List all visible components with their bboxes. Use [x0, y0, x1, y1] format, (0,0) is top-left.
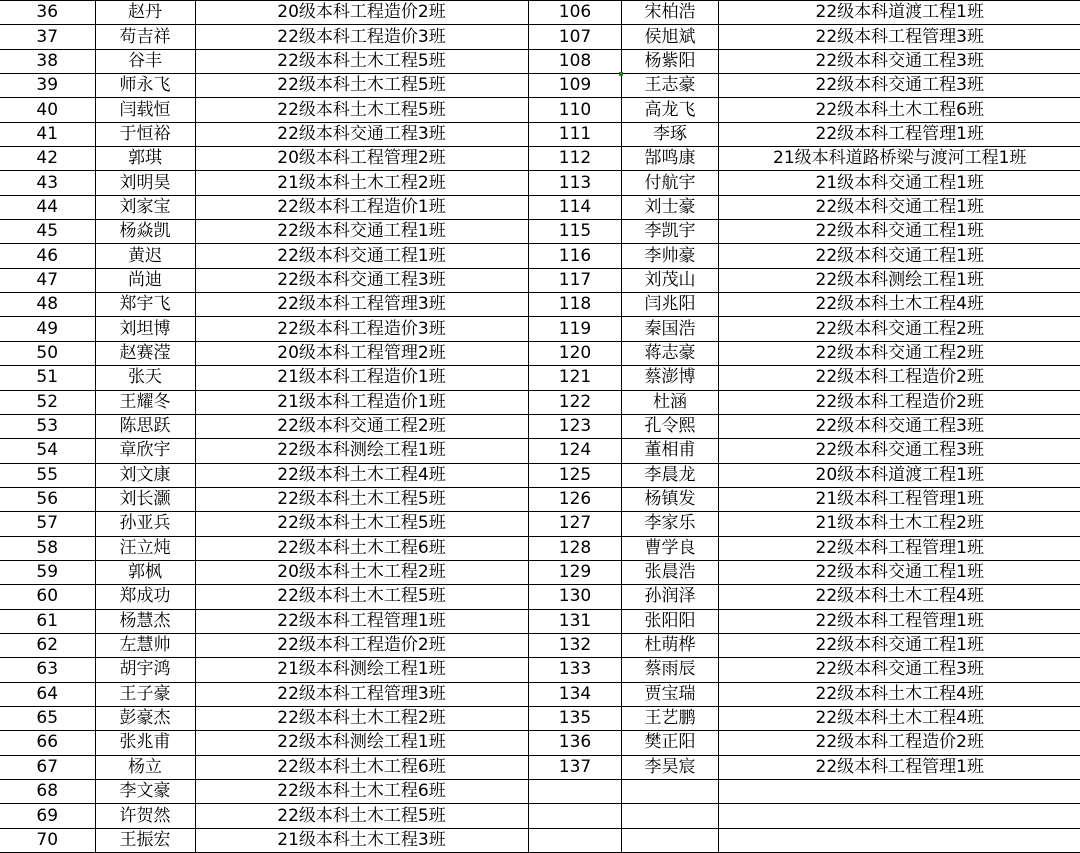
table-row: [529, 293, 1080, 317]
student-name-cell[interactable]: 刘家宝: [95, 195, 195, 219]
table-row: [529, 560, 1080, 584]
student-name-cell[interactable]: 黄迟: [95, 244, 195, 268]
row-number-cell[interactable]: 132: [529, 633, 622, 657]
table-row: [529, 390, 1080, 414]
student-name-cell[interactable]: 王振宏: [95, 828, 195, 852]
student-name-cell[interactable]: 侯旭斌: [622, 25, 719, 49]
class-name-cell[interactable]: 22级本科土木工程4班: [719, 585, 1080, 609]
table-row: [529, 414, 1080, 438]
class-name-cell[interactable]: 22级本科工程造价2班: [719, 731, 1080, 755]
class-name-cell[interactable]: 22级本科工程管理1班: [719, 755, 1080, 779]
student-name-cell[interactable]: 左慧帅: [95, 633, 195, 657]
student-name-cell[interactable]: 刘明昊: [95, 171, 195, 195]
student-name-cell[interactable]: 陈思跃: [95, 414, 195, 438]
table-row: [0, 147, 528, 171]
class-name-cell[interactable]: 22级本科土木工程4班: [195, 463, 528, 487]
student-name-cell[interactable]: 许贺然: [95, 804, 195, 828]
table-row: [0, 439, 528, 463]
row-number-cell[interactable]: 67: [0, 755, 95, 779]
table-row: [0, 366, 528, 390]
class-name-cell[interactable]: 22级本科交通工程1班: [719, 633, 1080, 657]
student-name-cell[interactable]: 汪立炖: [95, 536, 195, 560]
class-name-cell[interactable]: 21级本科土木工程3班: [195, 828, 528, 852]
table-row: [0, 293, 528, 317]
class-name-cell[interactable]: 22级本科工程管理1班: [719, 122, 1080, 146]
class-name-cell[interactable]: 22级本科工程造价2班: [719, 390, 1080, 414]
row-number-cell[interactable]: 69: [0, 804, 95, 828]
student-name-cell[interactable]: 李晨龙: [622, 463, 719, 487]
table-row: [0, 731, 528, 755]
student-name-cell[interactable]: 高龙飞: [622, 98, 719, 122]
table-row: [529, 633, 1080, 657]
student-name-cell[interactable]: 蔡雨辰: [622, 658, 719, 682]
table-row: [529, 25, 1080, 49]
class-name-cell[interactable]: 22级本科交通工程3班: [719, 74, 1080, 98]
row-number-cell[interactable]: 107: [529, 25, 622, 49]
student-name-cell[interactable]: 秦国浩: [622, 317, 719, 341]
table-row: [529, 439, 1080, 463]
class-name-cell[interactable]: 21级本科工程造价1班: [195, 390, 528, 414]
row-number-cell[interactable]: 113: [529, 171, 622, 195]
student-name-cell[interactable]: 孔令熙: [622, 414, 719, 438]
row-number-cell[interactable]: 70: [0, 828, 95, 852]
row-number-cell[interactable]: 45: [0, 220, 95, 244]
row-number-cell[interactable]: 43: [0, 171, 95, 195]
row-number-cell[interactable]: 50: [0, 341, 95, 365]
class-name-cell[interactable]: 22级本科交通工程3班: [195, 268, 528, 292]
student-name-cell[interactable]: 王子豪: [95, 682, 195, 706]
row-number-cell[interactable]: 134: [529, 682, 622, 706]
student-name-cell[interactable]: 樊正阳: [622, 731, 719, 755]
class-name-cell[interactable]: 22级本科交通工程2班: [719, 317, 1080, 341]
class-name-cell[interactable]: 22级本科工程造价2班: [195, 633, 528, 657]
class-name-cell[interactable]: 22级本科测绘工程1班: [195, 731, 528, 755]
row-number-cell[interactable]: 124: [529, 439, 622, 463]
class-name-cell[interactable]: 22级本科土木工程6班: [719, 98, 1080, 122]
class-name-cell[interactable]: 22级本科交通工程3班: [719, 49, 1080, 73]
student-name-cell[interactable]: 刘长灏: [95, 487, 195, 511]
table-row: [529, 487, 1080, 511]
class-name-cell[interactable]: 22级本科土木工程5班: [195, 74, 528, 98]
student-name-cell[interactable]: 于恒裕: [95, 122, 195, 146]
table-row: [529, 268, 1080, 292]
class-name-cell[interactable]: 22级本科土木工程5班: [195, 487, 528, 511]
row-number-cell[interactable]: 60: [0, 585, 95, 609]
class-name-cell[interactable]: 22级本科交通工程1班: [719, 220, 1080, 244]
row-number-cell[interactable]: 46: [0, 244, 95, 268]
class-name-cell[interactable]: 22级本科土木工程5班: [195, 512, 528, 536]
class-name-cell[interactable]: 22级本科土木工程5班: [195, 804, 528, 828]
student-name-cell[interactable]: 张晨浩: [622, 560, 719, 584]
row-number-cell[interactable]: 128: [529, 536, 622, 560]
student-name-cell[interactable]: 赵赛滢: [95, 341, 195, 365]
student-name-cell[interactable]: 郑宇飞: [95, 293, 195, 317]
roster-table-right-body: [529, 1, 1080, 853]
student-name-cell[interactable]: 章欣宇: [95, 439, 195, 463]
row-number-cell[interactable]: 54: [0, 439, 95, 463]
table-row: [529, 317, 1080, 341]
student-name-cell[interactable]: 李家乐: [622, 512, 719, 536]
table-row: [0, 658, 528, 682]
row-number-cell[interactable]: 66: [0, 731, 95, 755]
student-name-cell[interactable]: 闫兆阳: [622, 293, 719, 317]
class-name-cell[interactable]: 22级本科土木工程2班: [195, 706, 528, 730]
student-name-cell[interactable]: 彭豪杰: [95, 706, 195, 730]
row-number-cell[interactable]: 120: [529, 341, 622, 365]
table-row: [529, 341, 1080, 365]
class-name-cell[interactable]: 21级本科道路桥梁与渡河工程1班: [719, 147, 1080, 171]
table-row: [0, 220, 528, 244]
table-row: [0, 390, 528, 414]
class-name-cell[interactable]: 22级本科土木工程6班: [195, 755, 528, 779]
row-number-cell[interactable]: 56: [0, 487, 95, 511]
row-number-cell[interactable]: 121: [529, 366, 622, 390]
row-number-cell[interactable]: 129: [529, 560, 622, 584]
student-name-cell[interactable]: 郜鸣康: [622, 147, 719, 171]
student-name-cell[interactable]: 蒋志豪: [622, 341, 719, 365]
table-row: [0, 536, 528, 560]
student-name-cell[interactable]: 李昊宸: [622, 755, 719, 779]
table-row: [0, 244, 528, 268]
class-name-cell[interactable]: 22级本科交通工程1班: [719, 244, 1080, 268]
row-number-cell[interactable]: 116: [529, 244, 622, 268]
table-row: [0, 682, 528, 706]
class-name-cell[interactable]: 22级本科工程管理1班: [719, 536, 1080, 560]
student-name-cell[interactable]: 王耀冬: [95, 390, 195, 414]
class-name-cell[interactable]: 22级本科交通工程1班: [195, 244, 528, 268]
student-name-cell[interactable]: 杨紫阳: [622, 49, 719, 73]
row-number-cell[interactable]: 68: [0, 780, 95, 804]
class-name-cell[interactable]: 22级本科交通工程3班: [719, 439, 1080, 463]
row-number-cell[interactable]: 119: [529, 317, 622, 341]
row-number-cell[interactable]: 110: [529, 98, 622, 122]
class-name-cell[interactable]: 22级本科交通工程1班: [719, 560, 1080, 584]
row-number-cell[interactable]: 63: [0, 658, 95, 682]
row-number-cell[interactable]: 36: [0, 1, 95, 25]
student-name-cell[interactable]: [622, 804, 719, 828]
class-name-cell[interactable]: 21级本科工程造价1班: [195, 366, 528, 390]
table-row: [529, 195, 1080, 219]
table-row: [529, 49, 1080, 73]
class-name-cell[interactable]: 22级本科道渡工程1班: [719, 1, 1080, 25]
table-row: [529, 585, 1080, 609]
student-name-cell[interactable]: 孙亚兵: [95, 512, 195, 536]
class-name-cell[interactable]: 22级本科土木工程4班: [719, 706, 1080, 730]
row-number-cell[interactable]: 48: [0, 293, 95, 317]
student-name-cell[interactable]: 付航宇: [622, 171, 719, 195]
row-number-cell[interactable]: 55: [0, 463, 95, 487]
class-name-cell[interactable]: 22级本科工程造价3班: [195, 25, 528, 49]
table-row: [0, 585, 528, 609]
table-row: [0, 74, 528, 98]
table-row: [0, 195, 528, 219]
row-number-cell[interactable]: 37: [0, 25, 95, 49]
row-number-cell[interactable]: 123: [529, 414, 622, 438]
student-name-cell[interactable]: 苟吉祥: [95, 25, 195, 49]
row-number-cell[interactable]: 52: [0, 390, 95, 414]
class-name-cell[interactable]: 21级本科工程管理1班: [719, 487, 1080, 511]
table-row: [0, 25, 528, 49]
table-row: [529, 98, 1080, 122]
class-name-cell[interactable]: 22级本科交通工程1班: [719, 195, 1080, 219]
table-row: [0, 98, 528, 122]
table-row: [529, 244, 1080, 268]
class-name-cell[interactable]: 22级本科土木工程4班: [719, 293, 1080, 317]
table-row: [529, 706, 1080, 730]
row-number-cell[interactable]: 131: [529, 609, 622, 633]
class-name-cell[interactable]: 22级本科工程管理3班: [195, 293, 528, 317]
table-row: [0, 633, 528, 657]
row-number-cell[interactable]: 108: [529, 49, 622, 73]
student-name-cell[interactable]: 张阳阳: [622, 609, 719, 633]
class-name-cell[interactable]: 21级本科土木工程2班: [195, 171, 528, 195]
class-name-cell[interactable]: 22级本科工程造价2班: [719, 366, 1080, 390]
student-name-cell[interactable]: 胡宇鸿: [95, 658, 195, 682]
student-name-cell[interactable]: 刘士豪: [622, 195, 719, 219]
table-row: [529, 658, 1080, 682]
row-number-cell[interactable]: 65: [0, 706, 95, 730]
student-name-cell[interactable]: [622, 780, 719, 804]
class-name-cell[interactable]: [719, 780, 1080, 804]
table-row: [529, 171, 1080, 195]
row-number-cell[interactable]: 125: [529, 463, 622, 487]
table-row: [0, 317, 528, 341]
table-row: [529, 1, 1080, 25]
table-row: [0, 414, 528, 438]
class-name-cell[interactable]: [719, 804, 1080, 828]
student-name-cell[interactable]: 董相甫: [622, 439, 719, 463]
row-number-cell[interactable]: 41: [0, 122, 95, 146]
student-name-cell[interactable]: 赵丹: [95, 1, 195, 25]
student-name-cell[interactable]: 杨慧杰: [95, 609, 195, 633]
student-name-cell[interactable]: 郭枫: [95, 560, 195, 584]
row-number-cell[interactable]: 135: [529, 706, 622, 730]
roster-table-right: [528, 0, 1080, 853]
student-name-cell[interactable]: 张兆甫: [95, 731, 195, 755]
class-name-cell[interactable]: 20级本科土木工程2班: [195, 560, 528, 584]
table-row: [0, 268, 528, 292]
student-name-cell[interactable]: 杨焱凯: [95, 220, 195, 244]
row-number-cell[interactable]: 137: [529, 755, 622, 779]
class-name-cell[interactable]: 22级本科交通工程2班: [719, 341, 1080, 365]
student-name-cell[interactable]: 李凯宇: [622, 220, 719, 244]
table-row: [0, 1, 528, 25]
row-number-cell[interactable]: 115: [529, 220, 622, 244]
row-number-cell[interactable]: [529, 780, 622, 804]
table-row: [0, 122, 528, 146]
class-name-cell[interactable]: 20级本科工程管理2班: [195, 147, 528, 171]
row-number-cell[interactable]: 57: [0, 512, 95, 536]
row-number-cell[interactable]: 117: [529, 268, 622, 292]
class-name-cell[interactable]: 22级本科交通工程2班: [195, 414, 528, 438]
row-number-cell[interactable]: 106: [529, 1, 622, 25]
table-row: [0, 755, 528, 779]
row-number-cell[interactable]: 130: [529, 585, 622, 609]
table-row: [529, 731, 1080, 755]
class-name-cell[interactable]: 22级本科交通工程3班: [195, 122, 528, 146]
class-name-cell[interactable]: 22级本科工程管理1班: [719, 609, 1080, 633]
row-number-cell[interactable]: 122: [529, 390, 622, 414]
table-row: [529, 609, 1080, 633]
table-row: [0, 487, 528, 511]
class-name-cell[interactable]: 21级本科交通工程1班: [719, 171, 1080, 195]
cell-corner-marker: [619, 72, 623, 76]
class-name-cell[interactable]: 22级本科土木工程6班: [195, 536, 528, 560]
table-row: [0, 512, 528, 536]
class-name-cell[interactable]: 21级本科测绘工程1班: [195, 658, 528, 682]
row-number-cell[interactable]: 47: [0, 268, 95, 292]
table-row: [0, 341, 528, 365]
row-number-cell[interactable]: 44: [0, 195, 95, 219]
row-number-cell[interactable]: 49: [0, 317, 95, 341]
row-number-cell[interactable]: 111: [529, 122, 622, 146]
row-number-cell[interactable]: 112: [529, 147, 622, 171]
table-row: [0, 171, 528, 195]
table-row: [529, 536, 1080, 560]
student-name-cell[interactable]: 师永飞: [95, 74, 195, 98]
student-name-cell[interactable]: 杨镇发: [622, 487, 719, 511]
student-name-cell[interactable]: 张天: [95, 366, 195, 390]
table-row: [0, 828, 528, 852]
table-row: [529, 804, 1080, 828]
row-number-cell[interactable]: 42: [0, 147, 95, 171]
student-name-cell[interactable]: 贾宝瑞: [622, 682, 719, 706]
table-row: [529, 512, 1080, 536]
row-number-cell[interactable]: 109: [529, 74, 622, 98]
row-number-cell[interactable]: 53: [0, 414, 95, 438]
row-number-cell[interactable]: 127: [529, 512, 622, 536]
student-name-cell[interactable]: 谷丰: [95, 49, 195, 73]
class-name-cell[interactable]: [719, 828, 1080, 852]
student-name-cell[interactable]: 孙润泽: [622, 585, 719, 609]
roster-table-left-body: [0, 1, 528, 853]
student-name-cell[interactable]: 杜涵: [622, 390, 719, 414]
class-name-cell[interactable]: 20级本科道渡工程1班: [719, 463, 1080, 487]
row-number-cell[interactable]: [529, 828, 622, 852]
student-name-cell[interactable]: 刘茂山: [622, 268, 719, 292]
class-name-cell[interactable]: 22级本科土木工程5班: [195, 49, 528, 73]
student-name-cell[interactable]: [622, 828, 719, 852]
class-name-cell[interactable]: 22级本科交通工程3班: [719, 414, 1080, 438]
row-number-cell[interactable]: 118: [529, 293, 622, 317]
student-name-cell[interactable]: 李文豪: [95, 780, 195, 804]
student-name-cell[interactable]: 宋柏浩: [622, 1, 719, 25]
row-number-cell[interactable]: 62: [0, 633, 95, 657]
row-number-cell[interactable]: 39: [0, 74, 95, 98]
table-row: [0, 609, 528, 633]
roster-table-left: [0, 0, 529, 853]
class-name-cell[interactable]: 20级本科工程造价2班: [195, 1, 528, 25]
student-name-cell[interactable]: 李琢: [622, 122, 719, 146]
table-row: [529, 755, 1080, 779]
table-row: [529, 463, 1080, 487]
class-name-cell[interactable]: 22级本科土木工程5班: [195, 585, 528, 609]
student-name-cell[interactable]: 闫载恒: [95, 98, 195, 122]
table-row: [0, 706, 528, 730]
student-name-cell[interactable]: 尚迪: [95, 268, 195, 292]
table-row: [0, 463, 528, 487]
table-row: [529, 366, 1080, 390]
row-number-cell[interactable]: [529, 804, 622, 828]
row-number-cell[interactable]: 58: [0, 536, 95, 560]
class-name-cell[interactable]: 22级本科工程造价3班: [195, 317, 528, 341]
table-row: [529, 828, 1080, 852]
row-number-cell[interactable]: 133: [529, 658, 622, 682]
student-name-cell[interactable]: 郭琪: [95, 147, 195, 171]
class-name-cell[interactable]: 20级本科工程管理2班: [195, 341, 528, 365]
class-name-cell[interactable]: 22级本科工程管理3班: [719, 25, 1080, 49]
class-name-cell[interactable]: 22级本科交通工程1班: [195, 220, 528, 244]
table-row: [529, 220, 1080, 244]
class-name-cell[interactable]: 22级本科土木工程6班: [195, 780, 528, 804]
student-name-cell[interactable]: 王艺鹏: [622, 706, 719, 730]
table-row: [529, 682, 1080, 706]
student-name-cell[interactable]: 曹学良: [622, 536, 719, 560]
row-number-cell[interactable]: 64: [0, 682, 95, 706]
row-number-cell[interactable]: 126: [529, 487, 622, 511]
class-name-cell[interactable]: 22级本科工程管理1班: [195, 609, 528, 633]
row-number-cell[interactable]: 40: [0, 98, 95, 122]
row-number-cell[interactable]: 59: [0, 560, 95, 584]
student-name-cell[interactable]: 郑成功: [95, 585, 195, 609]
class-name-cell[interactable]: 22级本科工程管理3班: [195, 682, 528, 706]
class-name-cell[interactable]: 22级本科工程造价1班: [195, 195, 528, 219]
class-name-cell[interactable]: 22级本科测绘工程1班: [719, 268, 1080, 292]
student-name-cell[interactable]: 杨立: [95, 755, 195, 779]
table-row: [529, 74, 1080, 98]
student-name-cell[interactable]: 蔡澎博: [622, 366, 719, 390]
table-row: [529, 147, 1080, 171]
table-row: [529, 122, 1080, 146]
class-name-cell[interactable]: 22级本科测绘工程1班: [195, 439, 528, 463]
table-row: [0, 560, 528, 584]
row-number-cell[interactable]: 51: [0, 366, 95, 390]
class-name-cell[interactable]: 22级本科土木工程5班: [195, 98, 528, 122]
table-row: [529, 780, 1080, 804]
table-row: [0, 780, 528, 804]
row-number-cell[interactable]: 136: [529, 731, 622, 755]
student-name-cell[interactable]: 刘文康: [95, 463, 195, 487]
table-row: [0, 804, 528, 828]
class-name-cell[interactable]: 22级本科土木工程4班: [719, 682, 1080, 706]
row-number-cell[interactable]: 114: [529, 195, 622, 219]
student-name-cell[interactable]: 王志豪: [622, 74, 719, 98]
class-name-cell[interactable]: 22级本科交通工程3班: [719, 658, 1080, 682]
class-name-cell[interactable]: 21级本科土木工程2班: [719, 512, 1080, 536]
student-name-cell[interactable]: 杜萌桦: [622, 633, 719, 657]
student-name-cell[interactable]: 刘坦博: [95, 317, 195, 341]
student-name-cell[interactable]: 李帅豪: [622, 244, 719, 268]
row-number-cell[interactable]: 61: [0, 609, 95, 633]
table-row: [0, 49, 528, 73]
row-number-cell[interactable]: 38: [0, 49, 95, 73]
